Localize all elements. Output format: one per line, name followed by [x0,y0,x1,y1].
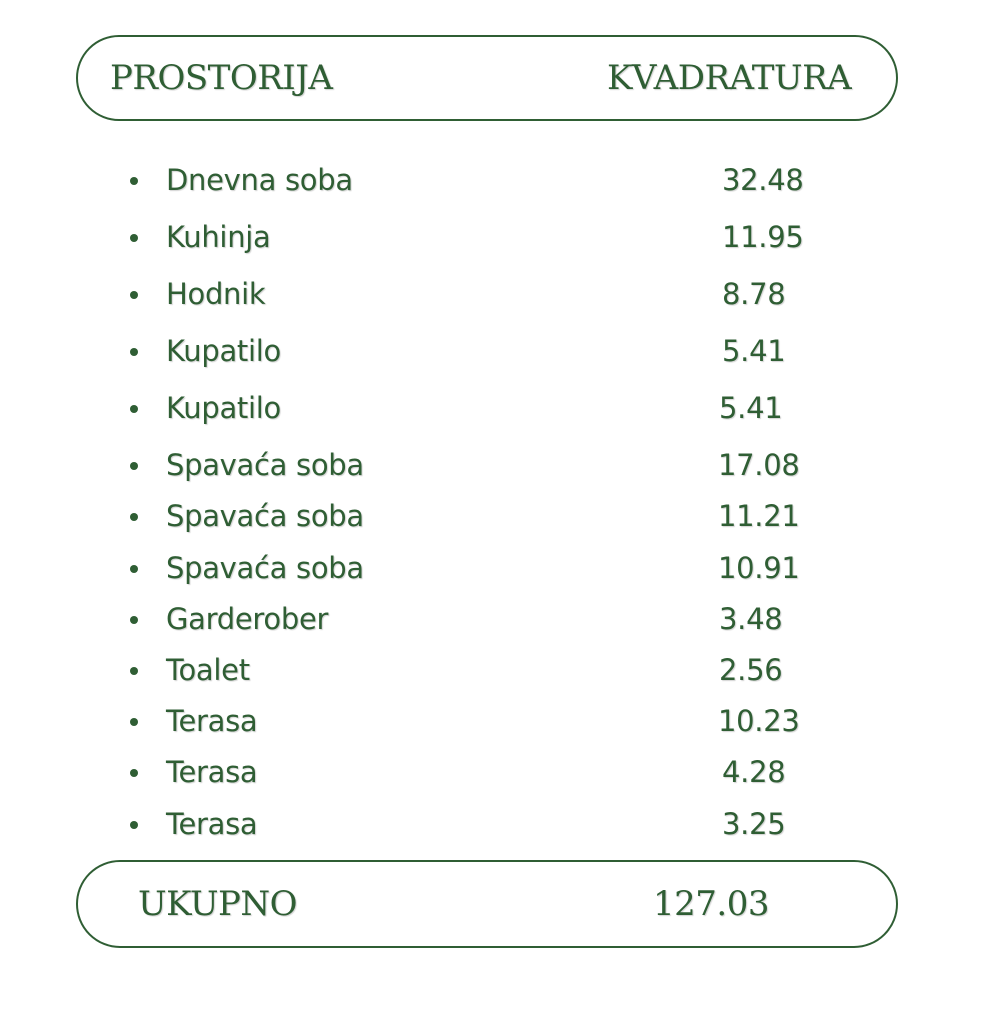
bullet-icon [130,718,138,726]
bullet-icon [130,667,138,675]
room-area: 4.28 [722,755,786,789]
room-area: 10.91 [718,551,800,585]
room-area: 10.23 [718,704,800,738]
room-area: 3.48 [719,602,783,636]
bullet-icon [130,291,138,299]
bullet-icon [130,462,138,470]
room-area: 32.48 [722,163,804,197]
room-name: Terasa [166,807,258,841]
room-name: Garderober [166,602,329,636]
room-name: Kupatilo [166,391,281,425]
room-name: Hodnik [166,277,266,311]
list-item [0,496,996,536]
list-item [0,331,996,371]
list-item [0,388,996,428]
bullet-icon [130,821,138,829]
bullet-icon [130,769,138,777]
room-area: 5.41 [722,334,786,368]
list-item [0,701,996,741]
room-name: Toalet [166,653,250,687]
room-area: 11.21 [718,499,800,533]
room-name: Spavaća soba [166,448,364,482]
list-item [0,217,996,257]
bullet-icon [130,348,138,356]
room-name: Spavaća soba [166,499,364,533]
room-name: Kuhinja [166,220,271,254]
room-area: 17.08 [718,448,800,482]
total-label: UKUPNO [138,884,297,924]
room-name: Dnevna soba [166,163,353,197]
room-area: 8.78 [722,277,786,311]
room-area: 11.95 [722,220,804,254]
total-value: 127.03 [653,884,769,924]
list-item [0,752,996,792]
list-item [0,274,996,314]
room-area: 5.41 [719,391,783,425]
room-area: 3.25 [722,807,786,841]
list-item [0,445,996,485]
list-item [0,548,996,588]
list-item [0,160,996,200]
area-column-header: KVADRATURA [607,58,852,98]
bullet-icon [130,405,138,413]
room-name: Spavaća soba [166,551,364,585]
room-name: Terasa [166,704,258,738]
list-item [0,804,996,844]
list-item [0,650,996,690]
list-item [0,599,996,639]
room-name: Kupatilo [166,334,281,368]
bullet-icon [130,616,138,624]
bullet-icon [130,513,138,521]
bullet-icon [130,565,138,573]
bullet-icon [130,177,138,185]
room-column-header: PROSTORIJA [110,58,333,98]
bullet-icon [130,234,138,242]
room-area: 2.56 [719,653,783,687]
room-name: Terasa [166,755,258,789]
